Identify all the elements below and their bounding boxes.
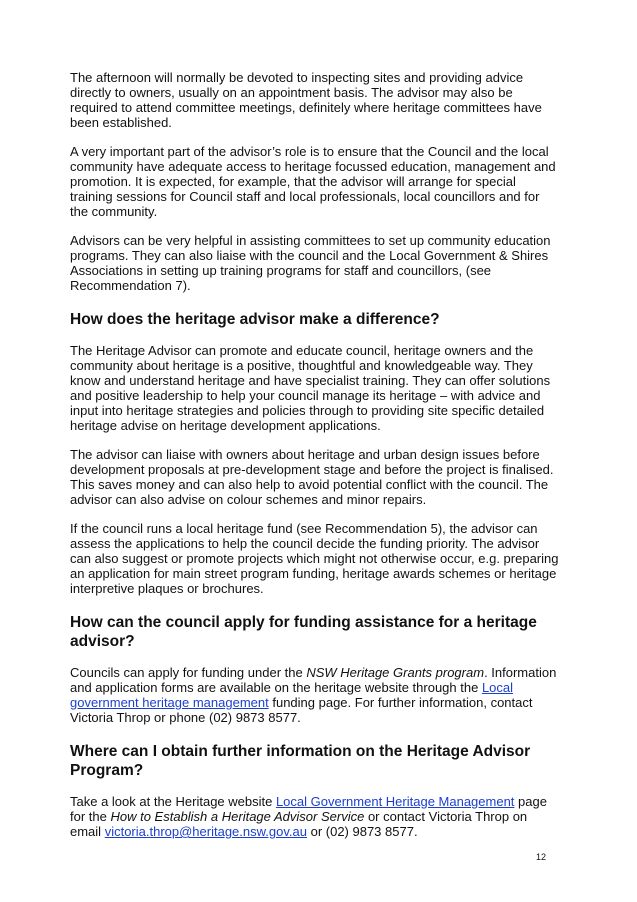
further-intro-text: Take a look at the Heritage website bbox=[70, 794, 276, 809]
heritage-management-link[interactable]: Local Government Heritage Management bbox=[275, 794, 515, 809]
local-government-heritage-link[interactable]: Local government heritage management bbox=[70, 680, 514, 710]
paragraph-funding-info bbox=[70, 665, 560, 725]
funding-after-link-text: funding page. For further information, contact Victoria Throp or phone (02) 9873 8577. bbox=[70, 695, 533, 725]
further-after-email-text: or (02) 9873 8577. bbox=[306, 824, 418, 839]
heading-make-a-difference: How does the heritage advisor make a difference? bbox=[70, 311, 440, 328]
grants-program-name: NSW Heritage Grants program bbox=[306, 665, 485, 680]
paragraph-education-role: A very important part of the advisor’s role is to ensure that the Council and the local community have adequate access to heritage focussed education, management and promotion. It is expected, for example, that the advisor will arrange for special training sessions for Council staff and local professionals, local councillors and for the community. bbox=[70, 144, 556, 219]
further-after-link-text: page for the bbox=[70, 794, 547, 824]
paragraph-promote-educate: The Heritage Advisor can promote and educate council, heritage owners and the community about heritage is a positive, thoughtful and knowledgeable way. They know and understand heritage and have specialist training. They can offer solutions and positive leadership to help your council manage its heritage – with advice and input into heritage strategies and policies through to providing site specific detailed heritage advise on heritage development applications. bbox=[70, 343, 551, 433]
further-after-title-text: or contact Victoria Throp on email bbox=[70, 809, 528, 839]
paragraph-liaise-owners: The advisor can liaise with owners about heritage and urban design issues before development proposals at pre-development stage and before the project is finalised. This saves money and can also help to avoid potential conflict with the council. The advisor can also advise on colour schemes and minor repairs. bbox=[70, 447, 554, 507]
paragraph-further-info bbox=[70, 794, 560, 839]
paragraph-afternoon-duties: The afternoon will normally be devoted to inspecting sites and providing advice directly to owners, usually on an appointment basis. The advisor may also be required to attend committee meetings, definitely where heritage committees have been established. bbox=[70, 70, 542, 130]
document-page bbox=[70, 70, 560, 853]
paragraph-committee-assistance: Advisors can be very helpful in assisting committees to set up community education programs. They can also liaise with the council and the Local Government & Shires Associations in setting up training programs for staff and councillors, (see Recommendation 7). bbox=[70, 233, 551, 293]
heading-funding-assistance: How can the council apply for funding assistance for a heritage advisor? bbox=[70, 614, 537, 650]
contact-email-link[interactable]: victoria.throp@heritage.nsw.gov.au bbox=[104, 824, 307, 839]
heading-further-information: Where can I obtain further information on the Heritage Advisor Program? bbox=[70, 743, 531, 779]
paragraph-heritage-fund: If the council runs a local heritage fund (see Recommendation 5), the advisor can assess the applications to help the council decide the funding priority. The advisor can also suggest or promote projects which might not otherwise occur, e.g. preparing an application for main street program funding, heritage awards schemes or heritage interpretive plaques or brochures. bbox=[70, 521, 559, 596]
advisor-service-title: How to Establish a Heritage Advisor Service bbox=[110, 809, 365, 824]
funding-intro-text: Councils can apply for funding under the bbox=[70, 665, 307, 680]
page-number: 12 bbox=[535, 852, 546, 862]
funding-after-program-text: . Information and application forms are available on the heritage website through the bbox=[70, 665, 557, 695]
